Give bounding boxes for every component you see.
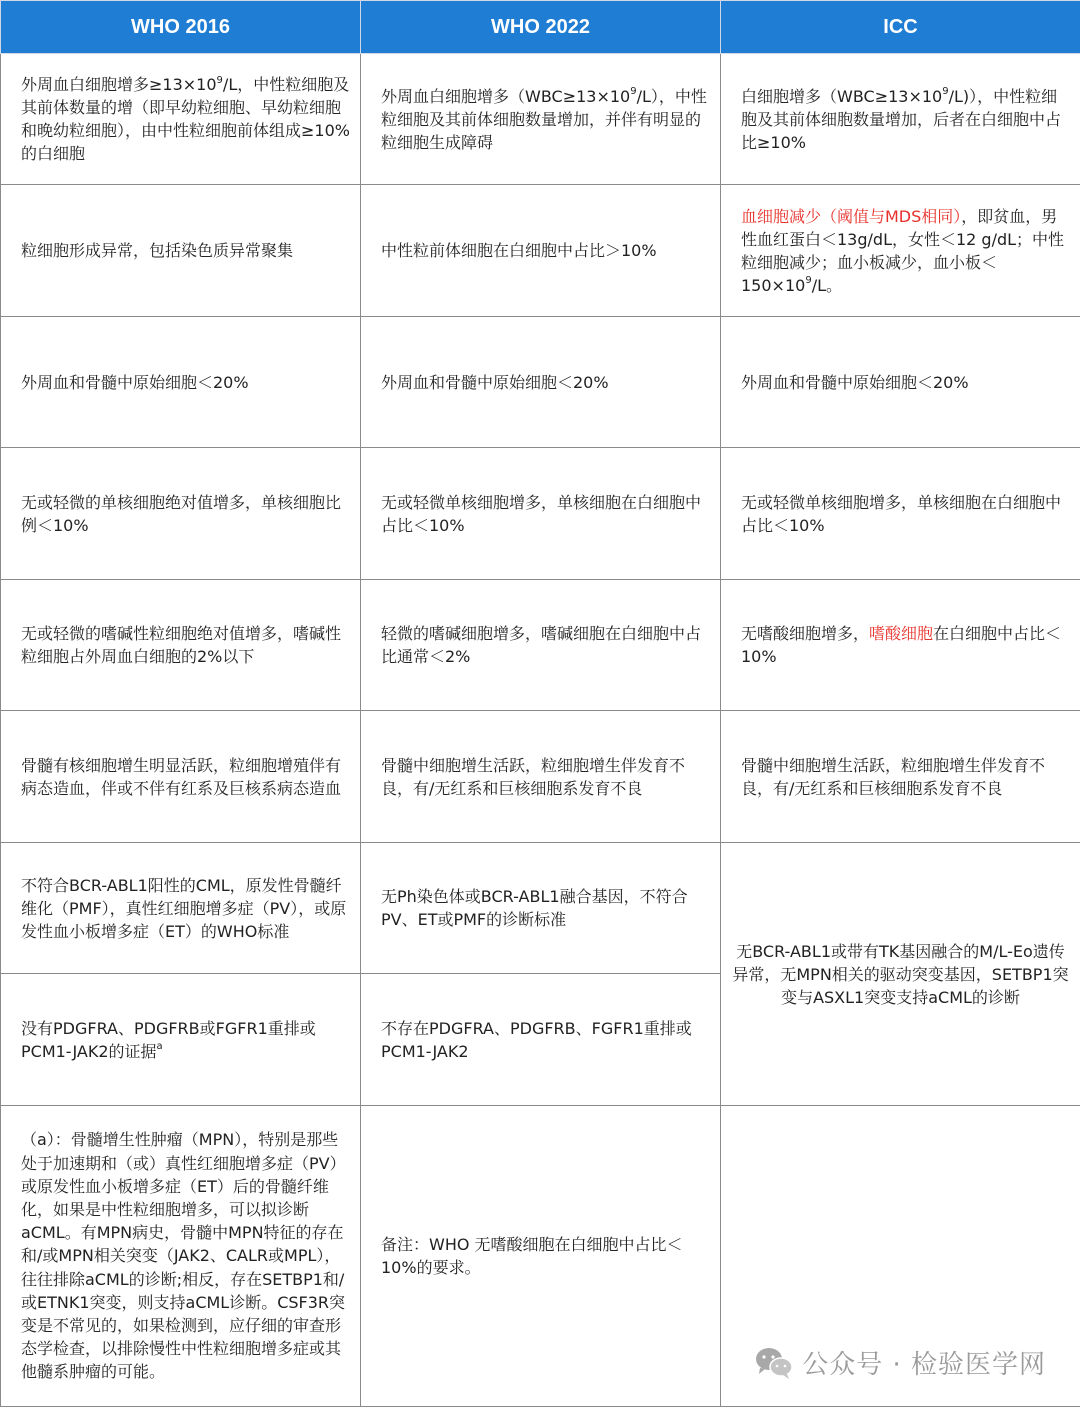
cell-icc: 骨髓中细胞增生活跃，粒细胞增生伴发育不良，有/无红系和巨核细胞系发育不良	[721, 711, 1080, 843]
cell-who2016: 粒细胞形成异常，包括染色质异常聚集	[1, 185, 361, 317]
cell-icc-merged: 无BCR-ABL1或带有TK基因融合的M/L-Eo遗传异常，无MPN相关的驱动突变基因，SETBP1突变与ASXL1突变支持aCML的诊断	[721, 843, 1080, 1106]
highlight-text: 嗜酸细胞	[869, 624, 934, 643]
cell-who2016: 无或轻微的单核细胞绝对值增多，单核细胞比例＜10%	[1, 448, 361, 580]
wechat-icon	[754, 1346, 794, 1380]
cell-who2022: 外周血白细胞增多$(WBC\ge 13\times 10^9/L)$，中性粒细胞及其前体细胞数量增加，并伴有明显的粒细胞生成障碍	[361, 54, 721, 185]
cell-who2022: 不存在PDGFRA、PDGFRB、FGFR1重排或PCM1-JAK2	[361, 974, 721, 1106]
cell-who2022: 骨髓中细胞增生活跃，粒细胞增生伴发育不良，有/无红系和巨核细胞系发育不良	[361, 711, 721, 843]
table-row	[1, 54, 1080, 185]
header-row	[1, 1, 1080, 54]
cell-who2022: 外周血和骨髓中原始细胞＜20%	[361, 317, 721, 448]
cell-who2016: 外周血白细胞增多$\ge 13\times 10^9/L$，中性粒细胞及其前体数量的增（即早幼粒细胞、早幼粒细胞和晚幼粒细胞），由中性粒细胞前体组成≥10%的白细胞	[1, 54, 361, 185]
cell-who2022: 中性粒前体细胞在白细胞中占比＞10%	[361, 185, 721, 317]
cell-icc: 血细胞减少（阈值与MDS相同），即贫血，男性血红蛋白＜13g/dL，女性＜12 g/dL；中性粒细胞减少；血小板减少，血小板$<150\times 10^9/L$。	[721, 185, 1080, 317]
table-row	[1, 711, 1080, 843]
cell-who2022: 无或轻微单核细胞增多，单核细胞在白细胞中占比＜10%	[361, 448, 721, 580]
table-row	[1, 580, 1080, 711]
cell-who2016: 不符合BCR-ABL1阳性的CML，原发性骨髓纤维化（PMF），真性红细胞增多症（PV），或原发性血小板增多症（ET）的WHO标准	[1, 843, 361, 974]
header-who2022: WHO 2022	[361, 1, 721, 54]
table-row	[1, 448, 1080, 580]
cell-icc: 无或轻微单核细胞增多，单核细胞在白细胞中占比＜10%	[721, 448, 1080, 580]
header-who2016: WHO 2016	[1, 1, 361, 54]
cell-footnote: （a）：骨髓增生性肿瘤（MPN），特别是那些处于加速期和（或）真性红细胞增多症（PV）或原发性血小板增多症（ET）后的骨髓纤维化，如果是中性粒细胞增多，可以拟诊断aCML。有MPN病史，骨髓中MPN特征的存在和/或MPN相关突变（JAK2、CALR或MPL），往往排除aCML的诊断;相反，存在SETBP1和/或ETNK1突变，则支持aCML诊断。CSF3R突变是不常见的，如果检测到，应仔细的审查形态学检查，以排除慢性中性粒细胞增多症或其他髓系肿瘤的可能。	[1, 1106, 361, 1407]
cell-who2016: 外周血和骨髓中原始细胞＜20%	[1, 317, 361, 448]
cell-icc: 白细胞增多$(WBC\ge 13\times 10^9/L)$），中性粒细胞及其前体细胞数量增加，后者在白细胞中占比≥10%	[721, 54, 1080, 185]
table-row	[1, 317, 1080, 448]
watermark-text: 公众号 · 检验医学网	[802, 1350, 1046, 1380]
table-row	[1, 185, 1080, 317]
highlight-text: 血细胞减少（阈值与MDS相同）	[741, 206, 962, 226]
cell-who2016: 骨髓有核细胞增生明显活跃，粒细胞增殖伴有病态造血，伴或不伴有红系及巨核系病态造血	[1, 711, 361, 843]
table-row	[1, 843, 1080, 974]
cell-who2016: 无或轻微的嗜碱性粒细胞绝对值增多，嗜碱性粒细胞占外周血白细胞的2%以下	[1, 580, 361, 711]
header-icc: ICC	[721, 1, 1080, 54]
cell-icc: 外周血和骨髓中原始细胞＜20%	[721, 317, 1080, 448]
cell-who2022: 无Ph染色体或BCR-ABL1融合基因，不符合PV、ET或PMF的诊断标准	[361, 843, 721, 974]
cell-who2016: 没有PDGFRA、PDGFRB或FGFR1重排或PCM1-JAK2的证据$^a$	[1, 974, 361, 1106]
watermark	[754, 1344, 1046, 1381]
cell-who2022: 轻微的嗜碱细胞增多，嗜碱细胞在白细胞中占比通常＜2%	[361, 580, 721, 711]
cell-remark: 备注：WHO 无嗜酸细胞在白细胞中占比＜10%的要求。	[361, 1106, 721, 1407]
cell-icc: 无嗜酸细胞增多，嗜酸细胞在白细胞中占比＜10%	[721, 580, 1080, 711]
